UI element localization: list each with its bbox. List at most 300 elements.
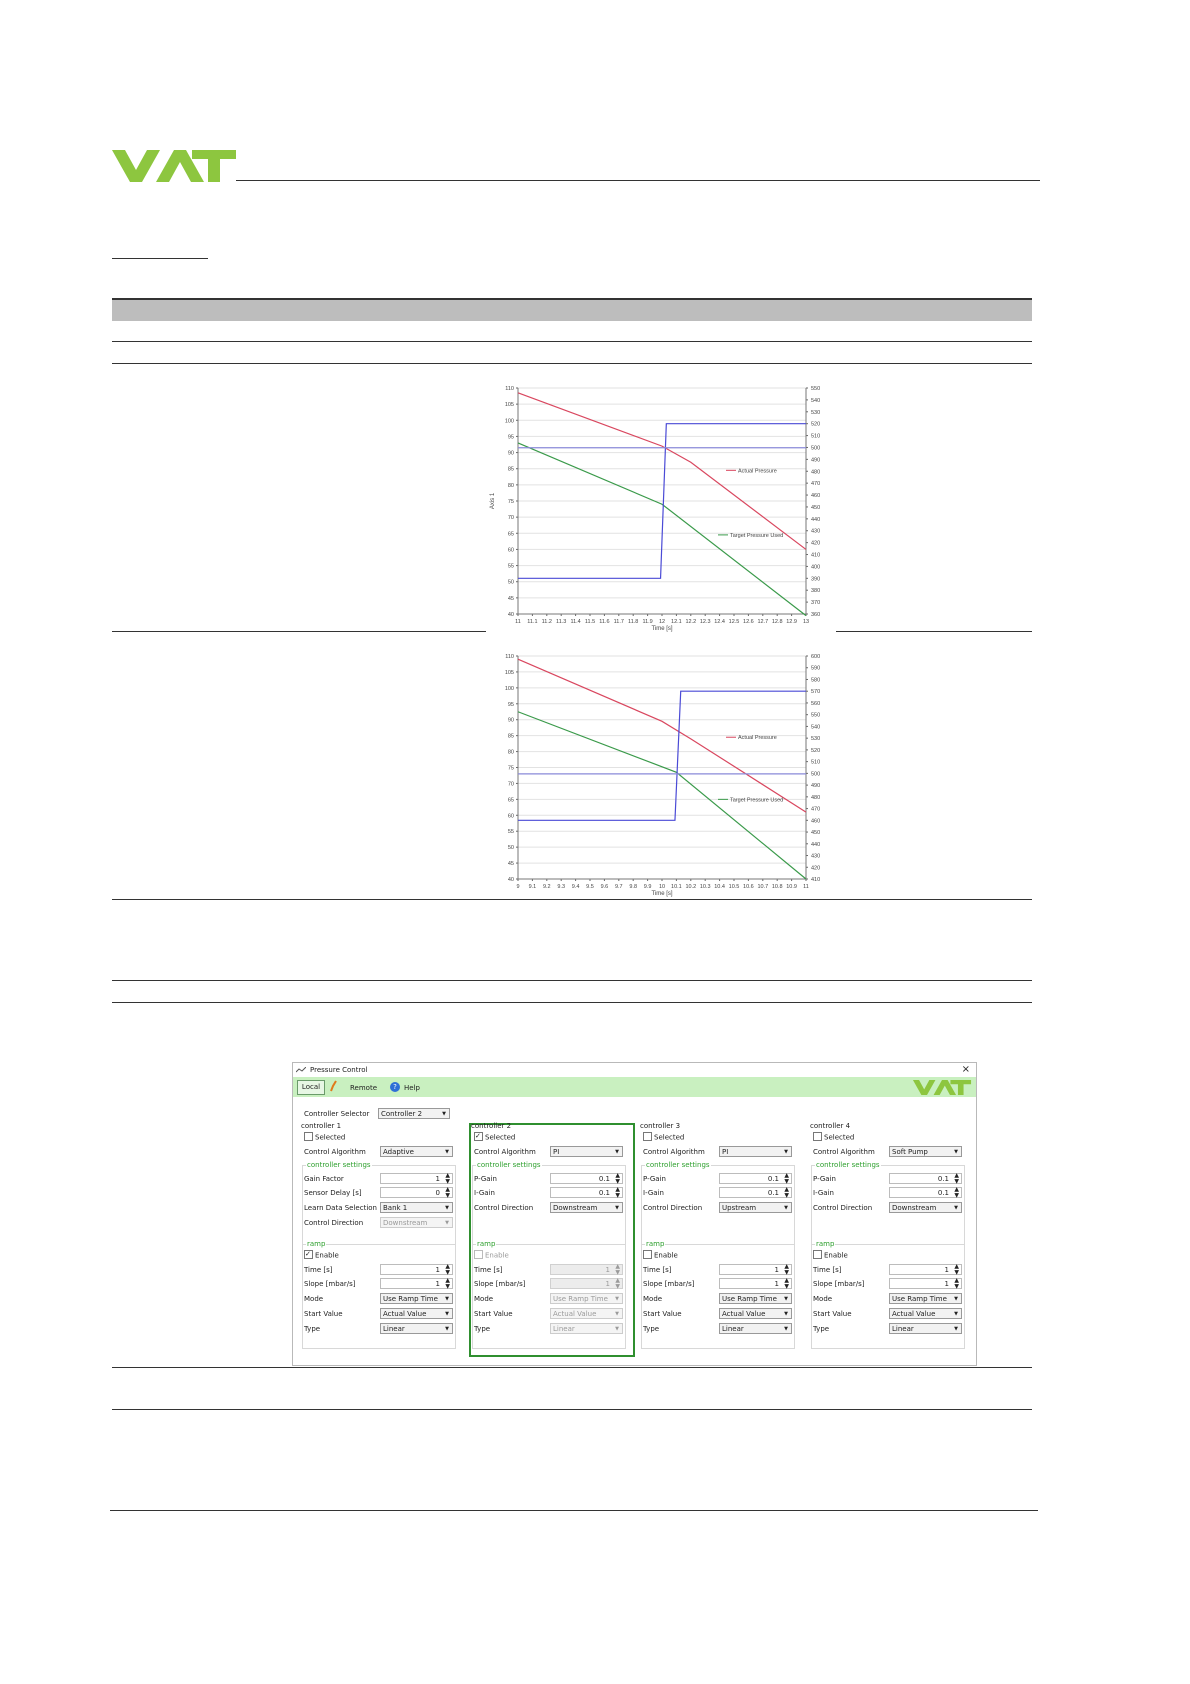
ramp-label: ramp (477, 1240, 496, 1248)
control-algorithm-label: Control Algorithm (813, 1148, 875, 1156)
ramp-dropdown[interactable] (889, 1293, 962, 1304)
ramp-label: ramp (646, 1240, 665, 1248)
left-tick-label: 70 (507, 515, 514, 522)
ramp-value: Use Ramp Time (383, 1295, 438, 1303)
setting-value: Downstream (553, 1204, 598, 1212)
setting-dropdown[interactable] (550, 1202, 623, 1213)
right-tick-label: 490 (811, 783, 821, 790)
right-tick-label: 600 (811, 654, 821, 660)
left-tick-label: 90 (507, 717, 514, 724)
setting-dropdown[interactable] (719, 1202, 792, 1213)
selected-label: Selected (824, 1133, 855, 1142)
setting-spinbox[interactable] (380, 1173, 453, 1184)
app-icon (296, 1067, 306, 1073)
x-tick-label: 13 (802, 619, 810, 625)
enable-label: Enable (315, 1251, 339, 1260)
chevron-down-icon: ▼ (954, 1326, 958, 1332)
chevron-down-icon: ▼ (445, 1220, 449, 1226)
control-algorithm-dropdown[interactable] (719, 1146, 792, 1157)
control-algorithm-value: PI (553, 1148, 560, 1156)
x-tick-label: 11.2 (541, 619, 552, 625)
ramp-dropdown[interactable] (719, 1293, 792, 1304)
checkbox[interactable] (813, 1132, 822, 1141)
control-algorithm-value: Soft Pump (892, 1148, 928, 1156)
x-tick-label: 10 (658, 884, 666, 890)
footer-rule (110, 1510, 1038, 1511)
left-tick-label: 105 (504, 402, 514, 409)
ramp-dropdown[interactable] (550, 1293, 623, 1304)
ramp-field-label: Slope [mbar/s] (813, 1280, 865, 1288)
ramp-enable-checkbox[interactable] (813, 1251, 848, 1260)
spinner-arrows-icon[interactable]: ▲ ▼ (445, 1186, 450, 1199)
left-tick-label: 80 (507, 749, 514, 756)
setting-dropdown[interactable] (380, 1217, 453, 1228)
local-button[interactable]: Local (297, 1080, 325, 1095)
controller-selector-label: Controller Selector (304, 1110, 370, 1118)
left-tick-label: 40 (507, 877, 514, 883)
ramp-field-label: Start Value (474, 1310, 513, 1318)
right-tick-label: 510 (811, 759, 821, 766)
ramp-value: Actual Value (553, 1310, 597, 1318)
x-tick-label: 11 (803, 884, 809, 890)
right-tick-label: 470 (811, 806, 821, 813)
chevron-down-icon: ▼ (445, 1311, 449, 1317)
setting-label: P-Gain (474, 1175, 497, 1183)
left-tick-label: 70 (507, 781, 514, 788)
ramp-dropdown[interactable] (889, 1323, 962, 1334)
control-algorithm-dropdown[interactable] (550, 1146, 623, 1157)
left-tick-label: 95 (507, 701, 514, 708)
ramp-spinbox[interactable] (719, 1278, 792, 1289)
spinner-arrows-icon[interactable]: ▲ ▼ (445, 1172, 450, 1185)
x-tick-label: 10.8 (771, 884, 783, 890)
spinner-arrows-icon[interactable]: ▲ ▼ (784, 1172, 789, 1185)
setting-spinbox[interactable] (889, 1173, 962, 1184)
ramp-field-label: Start Value (304, 1310, 343, 1318)
ramp-value: 1 (605, 1280, 610, 1288)
pressure-chart-1 (486, 384, 836, 634)
ramp-value: Actual Value (892, 1310, 936, 1318)
x-tick-label: 9.3 (557, 884, 566, 890)
ramp-value: Linear (553, 1325, 575, 1333)
spinner-arrows-icon[interactable]: ▲ ▼ (784, 1277, 789, 1290)
table-rule (112, 1002, 1032, 1003)
spinner-arrows-icon[interactable]: ▲ ▼ (954, 1172, 959, 1185)
setting-label: I-Gain (474, 1189, 495, 1197)
ramp-dropdown[interactable] (380, 1323, 453, 1334)
left-tick-label: 90 (507, 450, 514, 457)
checkbox[interactable] (304, 1250, 313, 1259)
ramp-value: Linear (383, 1325, 405, 1333)
x-tick-label: 9.8 (629, 884, 638, 890)
x-tick-label: 12.2 (685, 619, 697, 625)
setting-label: Control Direction (304, 1219, 364, 1227)
x-tick-label: 9.5 (586, 884, 594, 890)
right-tick-label: 450 (811, 830, 821, 837)
right-tick-label: 390 (811, 576, 821, 583)
x-tick-label: 12.4 (714, 619, 725, 625)
ramp-value: 1 (944, 1280, 949, 1288)
spinner-arrows-icon[interactable]: ▲ ▼ (615, 1277, 620, 1290)
setting-label: Gain Factor (304, 1175, 344, 1183)
selected-checkbox[interactable] (813, 1133, 854, 1142)
left-tick-label: 75 (507, 765, 514, 772)
control-algorithm-label: Control Algorithm (474, 1148, 536, 1156)
x-tick-label: 11.5 (584, 619, 596, 625)
ramp-field-label: Type (643, 1325, 660, 1333)
setting-spinbox[interactable] (550, 1173, 623, 1184)
ramp-enable-checkbox[interactable] (304, 1251, 339, 1260)
ramp-field-label: Mode (643, 1295, 663, 1303)
x-tick-label: 11.6 (599, 619, 610, 625)
right-tick-label: 420 (811, 540, 821, 547)
ramp-field-label: Time [s] (304, 1266, 333, 1274)
right-tick-label: 460 (811, 818, 821, 825)
table-rule (112, 980, 1032, 981)
right-tick-label: 420 (811, 865, 821, 872)
ramp-field-label: Slope [mbar/s] (643, 1280, 695, 1288)
ramp-spinbox[interactable] (889, 1264, 962, 1275)
table-rule (112, 341, 1032, 342)
ramp-dropdown[interactable] (550, 1308, 623, 1319)
ramp-field-label: Mode (304, 1295, 324, 1303)
right-tick-label: 540 (811, 724, 821, 731)
selected-label: Selected (485, 1133, 516, 1142)
pressure-chart-2 (486, 652, 836, 899)
legend-target-pressure-used: Target Pressure Used (730, 532, 784, 539)
chevron-down-icon: ▼ (615, 1311, 619, 1317)
left-tick-label: 55 (507, 563, 514, 570)
left-tick-label: 60 (507, 547, 514, 554)
x-tick-label: 11 (515, 619, 521, 625)
ramp-field-label: Type (813, 1325, 830, 1333)
ramp-value: 1 (944, 1266, 949, 1274)
spinner-arrows-icon[interactable]: ▲ ▼ (954, 1277, 959, 1290)
ramp-value: Use Ramp Time (553, 1295, 608, 1303)
vat-logo (112, 150, 236, 182)
controller-title: controller 1 (301, 1122, 342, 1130)
x-tick-label: 12.8 (771, 619, 783, 625)
x-tick-label: 11.9 (642, 619, 653, 625)
x-tick-label: 10.6 (743, 884, 754, 890)
control-algorithm-label: Control Algorithm (643, 1148, 705, 1156)
spinner-arrows-icon[interactable]: ▲ ▼ (954, 1186, 959, 1199)
ramp-label: ramp (816, 1240, 835, 1248)
chevron-down-icon: ▼ (784, 1326, 788, 1332)
right-tick-label: 480 (811, 469, 821, 476)
table-rule (112, 1409, 1032, 1410)
right-tick-label: 450 (811, 504, 821, 511)
ramp-field-label: Time [s] (813, 1266, 842, 1274)
x-tick-label: 11.3 (556, 619, 567, 625)
chevron-down-icon: ▼ (445, 1149, 449, 1155)
ramp-value: 1 (605, 1266, 610, 1274)
ramp-field-label: Time [s] (643, 1266, 672, 1274)
left-tick-label: 50 (507, 845, 514, 852)
spinner-arrows-icon[interactable]: ▲ ▼ (615, 1186, 620, 1199)
ramp-field-label: Time [s] (474, 1266, 503, 1274)
ramp-spinbox[interactable] (550, 1264, 623, 1275)
left-tick-label: 55 (507, 829, 514, 836)
left-tick-label: 100 (504, 685, 514, 692)
chevron-down-icon: ▼ (784, 1205, 788, 1211)
setting-label: Learn Data Selection (304, 1204, 377, 1212)
selected-checkbox[interactable] (643, 1133, 684, 1142)
ramp-dropdown[interactable] (380, 1308, 453, 1319)
selected-label: Selected (654, 1133, 685, 1142)
x-tick-label: 9.2 (542, 884, 551, 890)
spinner-arrows-icon[interactable]: ▲ ▼ (784, 1186, 789, 1199)
table-rule (112, 899, 1032, 900)
left-tick-label: 65 (507, 531, 514, 538)
checkbox[interactable] (474, 1250, 483, 1259)
x-tick-label: 12.9 (786, 619, 797, 625)
chevron-down-icon: ▼ (954, 1296, 958, 1302)
checkbox[interactable] (813, 1250, 822, 1259)
right-tick-label: 500 (811, 445, 821, 452)
left-tick-label: 45 (507, 861, 514, 868)
control-algorithm-label: Control Algorithm (304, 1148, 366, 1156)
ramp-value: Use Ramp Time (892, 1295, 947, 1303)
left-tick-label: 50 (507, 579, 514, 586)
ramp-enable-checkbox[interactable] (643, 1251, 678, 1260)
right-tick-label: 520 (811, 747, 821, 754)
setting-value: 0.1 (598, 1175, 610, 1183)
setting-value: Bank 1 (383, 1204, 408, 1212)
spinner-arrows-icon[interactable]: ▲ ▼ (954, 1263, 959, 1276)
x-tick-label: 10.2 (685, 884, 697, 890)
right-tick-label: 410 (811, 877, 821, 883)
controller-selector-dropdown[interactable] (378, 1108, 450, 1119)
control-algorithm-value: Adaptive (383, 1148, 414, 1156)
checkbox[interactable] (474, 1132, 483, 1141)
window-title: Pressure Control (310, 1066, 368, 1074)
left-tick-label: 110 (505, 654, 514, 660)
chevron-down-icon: ▼ (615, 1149, 619, 1155)
chevron-down-icon: ▼ (615, 1296, 619, 1302)
ramp-dropdown[interactable] (719, 1323, 792, 1334)
close-icon[interactable]: × (961, 1064, 970, 1075)
right-tick-label: 530 (811, 736, 821, 743)
chevron-down-icon: ▼ (445, 1296, 449, 1302)
left-tick-label: 45 (507, 595, 514, 602)
setting-value: 0.1 (598, 1189, 610, 1197)
legend-actual-pressure: Actual Pressure (738, 735, 777, 742)
chevron-down-icon: ▼ (954, 1311, 958, 1317)
chevron-down-icon: ▼ (954, 1205, 958, 1211)
ramp-value: 1 (774, 1280, 779, 1288)
controller-title: controller 4 (810, 1122, 851, 1130)
ramp-dropdown[interactable] (889, 1308, 962, 1319)
x-tick-label: 10.9 (786, 884, 797, 890)
ramp-spinbox[interactable] (380, 1264, 453, 1275)
controller-selector-value: Controller 2 (381, 1110, 423, 1118)
x-tick-label: 9.9 (643, 884, 652, 890)
toolbar (293, 1077, 976, 1097)
help-button[interactable]: Help (404, 1084, 420, 1092)
spinner-arrows-icon[interactable]: ▲ ▼ (615, 1172, 620, 1185)
control-algorithm-dropdown[interactable] (380, 1146, 453, 1157)
wrench-icon (329, 1080, 339, 1092)
right-tick-label: 510 (811, 433, 821, 440)
left-tick-label: 80 (507, 482, 514, 489)
ramp-field-label: Start Value (813, 1310, 852, 1318)
right-tick-label: 440 (811, 516, 821, 523)
right-tick-label: 560 (811, 700, 821, 707)
vat-logo-small (912, 1080, 972, 1095)
setting-label: P-Gain (643, 1175, 666, 1183)
checkbox[interactable] (643, 1250, 652, 1259)
table-rule (112, 363, 1032, 364)
x-tick-label: 11.8 (628, 619, 639, 625)
ramp-value: Actual Value (383, 1310, 427, 1318)
x-tick-label: 11.7 (613, 619, 624, 625)
ramp-spinbox[interactable] (380, 1278, 453, 1289)
right-tick-label: 370 (811, 600, 821, 607)
right-tick-label: 580 (811, 677, 821, 684)
selected-checkbox[interactable] (474, 1133, 515, 1142)
ramp-value: Linear (892, 1325, 914, 1333)
left-tick-label: 105 (504, 669, 514, 676)
ramp-spinbox[interactable] (719, 1264, 792, 1275)
setting-spinbox[interactable] (380, 1187, 453, 1198)
setting-dropdown[interactable] (889, 1202, 962, 1213)
spinner-arrows-icon[interactable]: ▲ ▼ (615, 1263, 620, 1276)
setting-label: Control Direction (474, 1204, 534, 1212)
setting-spinbox[interactable] (550, 1187, 623, 1198)
control-algorithm-value: PI (722, 1148, 729, 1156)
ramp-value: Use Ramp Time (722, 1295, 777, 1303)
checkbox[interactable] (304, 1132, 313, 1141)
right-tick-label: 410 (811, 552, 821, 559)
setting-label: Control Direction (643, 1204, 703, 1212)
x-axis-label: Time [s] (651, 891, 673, 897)
control-algorithm-dropdown[interactable] (889, 1146, 962, 1157)
left-tick-label: 40 (507, 612, 514, 618)
enable-label: Enable (824, 1251, 848, 1260)
left-tick-label: 65 (507, 797, 514, 804)
x-tick-label: 12.6 (743, 619, 754, 625)
left-tick-label: 85 (507, 733, 514, 740)
x-tick-label: 9.1 (528, 884, 537, 890)
legend-target-pressure-used: Target Pressure Used (730, 797, 784, 804)
right-tick-label: 360 (811, 612, 821, 618)
x-tick-label: 10.1 (671, 884, 682, 890)
chevron-down-icon: ▼ (784, 1149, 788, 1155)
ramp-dropdown[interactable] (550, 1323, 623, 1334)
selected-checkbox[interactable] (304, 1133, 345, 1142)
setting-value: 0.1 (767, 1189, 779, 1197)
x-tick-label: 10.7 (757, 884, 769, 890)
setting-value: 0.1 (937, 1189, 949, 1197)
right-tick-label: 470 (811, 481, 821, 488)
chevron-down-icon: ▼ (445, 1326, 449, 1332)
x-tick-label: 9.7 (614, 884, 623, 890)
setting-label: Sensor Delay [s] (304, 1189, 362, 1197)
right-tick-label: 430 (811, 528, 821, 535)
x-tick-label: 9.6 (600, 884, 609, 890)
left-tick-label: 95 (507, 434, 514, 441)
ramp-label: ramp (307, 1240, 326, 1248)
setting-value: 0 (435, 1189, 440, 1197)
left-tick-label: 100 (504, 418, 514, 425)
setting-value: 0.1 (937, 1175, 949, 1183)
ramp-spinbox[interactable] (550, 1278, 623, 1289)
ramp-field-label: Mode (813, 1295, 833, 1303)
setting-value: Downstream (892, 1204, 937, 1212)
ramp-field-label: Type (474, 1325, 491, 1333)
help-icon[interactable]: ? (390, 1082, 400, 1092)
ramp-enable-checkbox[interactable] (474, 1251, 509, 1260)
right-tick-label: 590 (811, 665, 821, 672)
enable-label: Enable (485, 1251, 509, 1260)
right-tick-label: 520 (811, 421, 821, 428)
ramp-value: 1 (774, 1266, 779, 1274)
ramp-field-label: Start Value (643, 1310, 682, 1318)
right-tick-label: 380 (811, 588, 821, 595)
right-tick-label: 540 (811, 397, 821, 404)
setting-spinbox[interactable] (889, 1187, 962, 1198)
x-tick-label: 12.5 (728, 619, 740, 625)
x-tick-label: 11.4 (570, 619, 581, 625)
right-tick-label: 570 (811, 689, 821, 696)
x-axis-label: Time [s] (651, 626, 673, 632)
x-tick-label: 12.1 (671, 619, 682, 625)
ramp-dropdown[interactable] (719, 1308, 792, 1319)
setting-value: 0.1 (767, 1175, 779, 1183)
setting-label: P-Gain (813, 1175, 836, 1183)
spinner-arrows-icon[interactable]: ▲ ▼ (445, 1277, 450, 1290)
ramp-value: 1 (435, 1280, 440, 1288)
window-titlebar (293, 1063, 976, 1077)
remote-button[interactable]: Remote (350, 1084, 378, 1092)
x-tick-label: 10.3 (699, 884, 711, 890)
right-tick-label: 480 (811, 794, 821, 801)
controller-settings-label: controller settings (646, 1161, 710, 1169)
setting-spinbox[interactable] (719, 1173, 792, 1184)
ramp-dropdown[interactable] (380, 1293, 453, 1304)
ramp-spinbox[interactable] (889, 1278, 962, 1289)
checkbox[interactable] (643, 1132, 652, 1141)
right-tick-label: 400 (811, 564, 821, 571)
controller-settings-label: controller settings (816, 1161, 880, 1169)
right-tick-label: 550 (811, 712, 821, 719)
x-tick-label: 10.5 (728, 884, 740, 890)
chevron-down-icon: ▼ (784, 1296, 788, 1302)
spinner-arrows-icon[interactable]: ▲ ▼ (445, 1263, 450, 1276)
right-tick-label: 550 (811, 386, 821, 392)
controller-title: controller 3 (640, 1122, 681, 1130)
ramp-field-label: Mode (474, 1295, 494, 1303)
header-rule (236, 180, 1040, 181)
setting-dropdown[interactable] (380, 1202, 453, 1213)
chevron-down-icon: ▼ (615, 1326, 619, 1332)
left-tick-label: 60 (507, 813, 514, 820)
controller-settings-label: controller settings (477, 1161, 541, 1169)
ramp-value: 1 (435, 1266, 440, 1274)
spinner-arrows-icon[interactable]: ▲ ▼ (784, 1263, 789, 1276)
ramp-value: Linear (722, 1325, 744, 1333)
x-tick-label: 12 (658, 619, 666, 625)
ramp-field-label: Type (304, 1325, 321, 1333)
chevron-down-icon: ▼ (615, 1205, 619, 1211)
chevron-down-icon: ▼ (784, 1311, 788, 1317)
setting-label: I-Gain (643, 1189, 664, 1197)
setting-spinbox[interactable] (719, 1187, 792, 1198)
setting-label: Control Direction (813, 1204, 873, 1212)
pressure-control-window (292, 1062, 977, 1366)
left-tick-label: 85 (507, 466, 514, 473)
